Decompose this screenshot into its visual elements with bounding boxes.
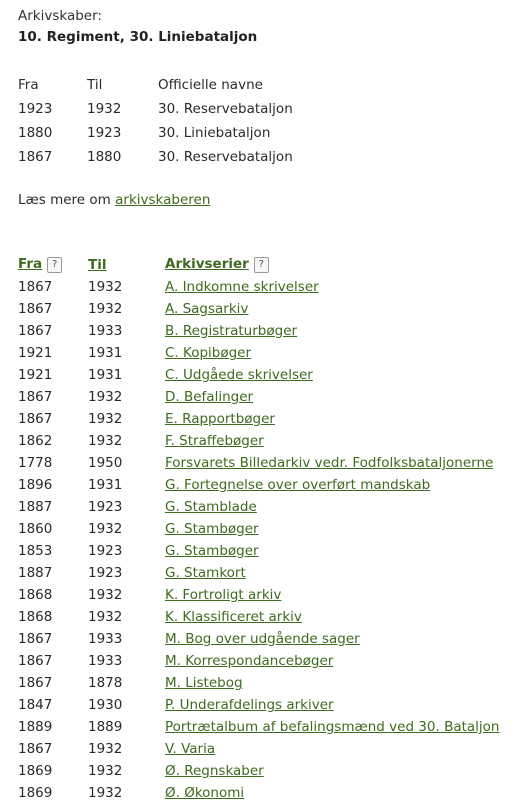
creator-details-link[interactable]: arkivskaberen xyxy=(115,192,211,208)
series-row xyxy=(18,782,500,804)
names-header-to: Til xyxy=(87,77,103,93)
creator-label: Arkivskaber: xyxy=(18,8,102,24)
series-cell xyxy=(165,342,500,364)
series-row xyxy=(18,496,500,518)
series-link[interactable]: M. Listebog xyxy=(165,675,243,691)
series-row xyxy=(18,408,500,430)
series-cell xyxy=(165,672,500,694)
official-name-row xyxy=(18,145,293,169)
series-row xyxy=(18,364,500,386)
series-to: 1932 xyxy=(88,411,123,427)
series-link[interactable]: F. Straffebøger xyxy=(165,433,264,449)
series-row xyxy=(18,738,500,760)
series-cell xyxy=(165,452,500,474)
series-from: 1867 xyxy=(18,631,53,647)
series-row xyxy=(18,320,500,342)
official-name: 30. Liniebataljon xyxy=(158,125,271,141)
series-header-series-cell xyxy=(165,253,500,276)
series-to: 1923 xyxy=(88,499,123,515)
name-from: 1923 xyxy=(18,101,53,117)
series-cell xyxy=(165,716,500,738)
series-from: 1867 xyxy=(18,411,53,427)
series-cell xyxy=(165,540,500,562)
archive-creator-page xyxy=(18,6,528,804)
series-from: 1847 xyxy=(18,697,53,713)
creator-name: 10. Regiment, 30. Liniebataljon xyxy=(18,29,258,45)
series-cell xyxy=(165,628,500,650)
read-more xyxy=(18,190,528,210)
series-link[interactable]: C. Kopibøger xyxy=(165,345,252,361)
names-header-names: Officielle navne xyxy=(158,77,263,93)
series-from: 1869 xyxy=(18,763,53,779)
series-cell xyxy=(165,562,500,584)
series-cell xyxy=(165,650,500,672)
series-to: 1931 xyxy=(88,367,123,383)
series-to: 1932 xyxy=(88,587,123,603)
series-link[interactable]: B. Registraturbøger xyxy=(165,323,298,339)
series-header-row xyxy=(18,253,500,276)
series-to: 1923 xyxy=(88,543,123,559)
series-to: 1932 xyxy=(88,763,123,779)
official-names-table xyxy=(18,73,293,169)
series-link[interactable]: Portrætalbum af befalingsmænd ved 30. Bataljon xyxy=(165,719,500,735)
series-to: 1933 xyxy=(88,631,123,647)
name-to: 1932 xyxy=(87,101,122,117)
series-row xyxy=(18,430,500,452)
series-cell xyxy=(165,738,500,760)
series-to: 1923 xyxy=(88,565,123,581)
sort-by-series-link[interactable]: Arkivserier xyxy=(165,256,249,272)
series-from: 1921 xyxy=(18,367,53,383)
series-row xyxy=(18,386,500,408)
series-link[interactable]: A. Sagsarkiv xyxy=(165,301,249,317)
archive-series-table xyxy=(18,253,500,804)
series-row xyxy=(18,694,500,716)
series-link[interactable]: M. Korrespondancebøger xyxy=(165,653,334,669)
series-row xyxy=(18,672,500,694)
series-row xyxy=(18,276,500,298)
series-link[interactable]: D. Befalinger xyxy=(165,389,254,405)
series-row xyxy=(18,628,500,650)
series-from: 1887 xyxy=(18,499,53,515)
series-cell xyxy=(165,518,500,540)
series-cell xyxy=(165,298,500,320)
official-names-header-row xyxy=(18,73,293,97)
series-to: 1932 xyxy=(88,389,123,405)
series-to: 1889 xyxy=(88,719,123,735)
series-from: 1862 xyxy=(18,433,53,449)
series-from: 1867 xyxy=(18,741,53,757)
series-cell xyxy=(165,782,500,804)
series-link[interactable]: V. Varia xyxy=(165,741,216,757)
series-from: 1868 xyxy=(18,587,53,603)
series-row xyxy=(18,584,500,606)
series-cell xyxy=(165,584,500,606)
series-to: 1932 xyxy=(88,433,123,449)
series-to: 1932 xyxy=(88,279,123,295)
name-from: 1880 xyxy=(18,125,53,141)
series-from: 1868 xyxy=(18,609,53,625)
series-from: 1778 xyxy=(18,455,53,471)
series-row xyxy=(18,298,500,320)
sort-by-to-link[interactable]: Til xyxy=(88,256,107,273)
series-link[interactable]: E. Rapportbøger xyxy=(165,411,275,427)
archive-series-rows xyxy=(18,276,500,804)
series-row xyxy=(18,452,500,474)
series-link[interactable]: G. Fortegnelse over overført mandskab xyxy=(165,477,431,493)
series-link[interactable]: Ø. Regnskaber xyxy=(165,763,264,779)
series-to: 1931 xyxy=(88,345,123,361)
series-link[interactable]: Forsvarets Billedarkiv vedr. Fodfolksbataljonerne xyxy=(165,455,494,471)
series-row xyxy=(18,606,500,628)
name-from: 1867 xyxy=(18,149,53,165)
series-from: 1867 xyxy=(18,279,53,295)
series-to: 1933 xyxy=(88,323,123,339)
series-to: 1878 xyxy=(88,675,123,691)
series-to: 1932 xyxy=(88,741,123,757)
series-row xyxy=(18,760,500,782)
series-cell xyxy=(165,364,500,386)
series-link[interactable]: Ø. Økonomi xyxy=(165,785,245,801)
series-from: 1853 xyxy=(18,543,53,559)
names-header-from: Fra xyxy=(18,77,39,93)
name-to: 1923 xyxy=(87,125,122,141)
series-link[interactable]: P. Underafdelings arkiver xyxy=(165,697,334,713)
official-name: 30. Reservebataljon xyxy=(158,101,293,117)
sort-by-from-link[interactable]: Fra xyxy=(18,256,43,272)
series-link[interactable]: C. Udgåede skrivelser xyxy=(165,367,313,383)
series-from: 1867 xyxy=(18,389,53,405)
series-from: 1921 xyxy=(18,345,53,361)
series-header-from-cell xyxy=(18,253,88,276)
help-icon[interactable]: ? xyxy=(254,257,269,273)
series-cell xyxy=(165,496,500,518)
series-cell xyxy=(165,386,500,408)
series-to: 1932 xyxy=(88,521,123,537)
series-from: 1887 xyxy=(18,565,53,581)
series-cell xyxy=(165,408,500,430)
series-link[interactable]: G. Stamblade xyxy=(165,499,257,515)
series-link[interactable]: G. Stambøger xyxy=(165,543,259,559)
series-from: 1869 xyxy=(18,785,53,801)
official-names-rows xyxy=(18,97,293,169)
series-link[interactable]: A. Indkomne skrivelser xyxy=(165,279,319,295)
official-name: 30. Reservebataljon xyxy=(158,149,293,165)
series-to: 1932 xyxy=(88,301,123,317)
series-to: 1931 xyxy=(88,477,123,493)
series-cell xyxy=(165,694,500,716)
series-row xyxy=(18,540,500,562)
series-link[interactable]: K. Klassificeret arkiv xyxy=(165,609,302,625)
series-to: 1950 xyxy=(88,455,123,471)
series-row xyxy=(18,650,500,672)
series-row xyxy=(18,474,500,496)
series-cell xyxy=(165,430,500,452)
series-cell xyxy=(165,320,500,342)
series-row xyxy=(18,342,500,364)
series-from: 1867 xyxy=(18,301,53,317)
series-to: 1933 xyxy=(88,653,123,669)
series-to: 1930 xyxy=(88,697,123,713)
series-from: 1860 xyxy=(18,521,53,537)
series-cell xyxy=(165,474,500,496)
series-link[interactable]: G. Stamkort xyxy=(165,565,246,581)
series-link[interactable]: G. Stambøger xyxy=(165,521,259,537)
series-to: 1932 xyxy=(88,785,123,801)
series-header-to-cell xyxy=(88,253,165,276)
series-link[interactable]: K. Fortroligt arkiv xyxy=(165,587,282,603)
series-from: 1896 xyxy=(18,477,53,493)
series-from: 1867 xyxy=(18,675,53,691)
series-link[interactable]: M. Bog over udgående sager xyxy=(165,631,360,647)
series-cell xyxy=(165,276,500,298)
series-cell xyxy=(165,606,500,628)
series-to: 1932 xyxy=(88,609,123,625)
series-row xyxy=(18,716,500,738)
series-from: 1889 xyxy=(18,719,53,735)
official-name-row xyxy=(18,97,293,121)
series-row xyxy=(18,518,500,540)
name-to: 1880 xyxy=(87,149,122,165)
series-from: 1867 xyxy=(18,653,53,669)
read-more-text: Læs mere om xyxy=(18,192,111,208)
series-from: 1867 xyxy=(18,323,53,339)
series-cell xyxy=(165,760,500,782)
series-row xyxy=(18,562,500,584)
official-name-row xyxy=(18,121,293,145)
help-icon[interactable]: ? xyxy=(47,257,62,273)
